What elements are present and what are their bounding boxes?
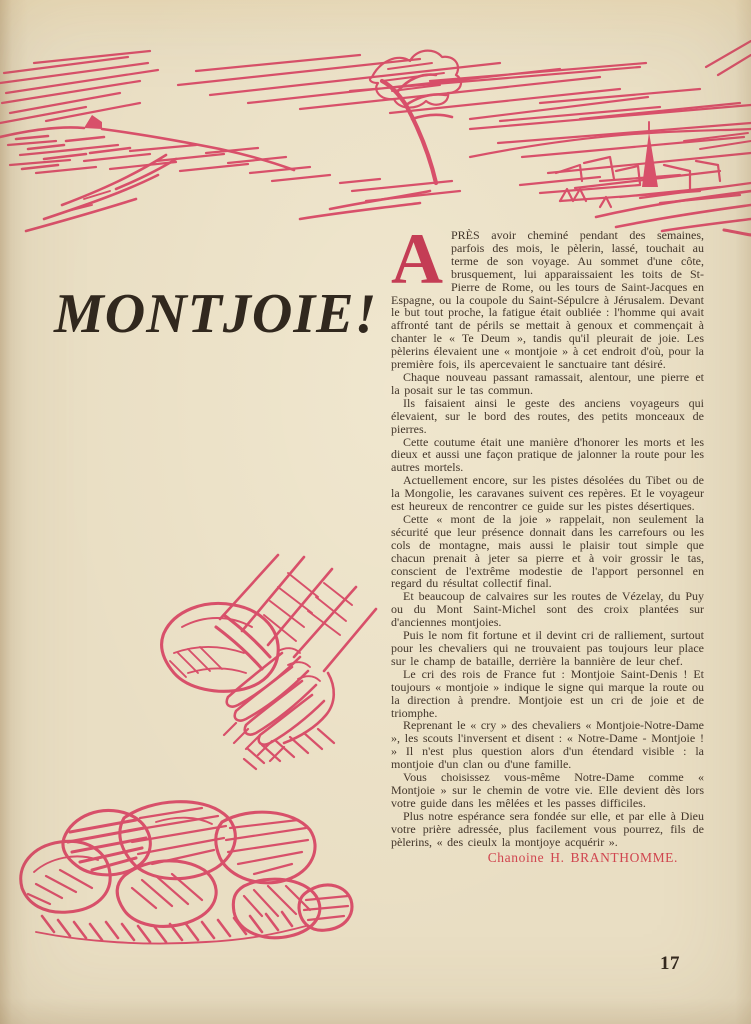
stone-pile-illustration bbox=[6, 792, 354, 960]
drop-cap: A bbox=[391, 219, 443, 299]
page-title: MONTJOIE! bbox=[54, 283, 378, 345]
paragraph: Vous choisissez vous-même Notre-Dame comme « Montjoie » sur le chemin de votre vie. Elle devient dès lors votre guide dans les mêlées et les passes difficiles. bbox=[391, 770, 704, 810]
author-signature: Chanoine H. BRANTHOMME. bbox=[487, 849, 678, 865]
article-column bbox=[391, 219, 704, 865]
paragraph bbox=[391, 219, 704, 372]
paragraph-text: PRÈS avoir cheminé pendant des semaines, parfois des mois, le pèlerin, lassé, touchait au terme de son voyage. Au sommet d'une côte, brusquement, lui apparaissaient les toits de St-Pierre de Rome, ou les tours de Saint-Jacques en Espagne, ou la coupole du Saint-Sépulcre à Jérusalem. Devant le but tout proche, la fatigue était oubliée : l'homme qui avait affronté tant de périls se mettait à genoux et commençait à chanter le « Te Deum », tandis qu'il pleurait de joie. Les pèlerins élevaient une « montjoie » à cet endroit d'où, pour la première fois, ils apercevaient le sanctuaire tant désiré. bbox=[391, 228, 704, 372]
page-number: 17 bbox=[660, 953, 680, 974]
stones-icon bbox=[21, 802, 352, 938]
hills-icon bbox=[0, 115, 330, 181]
hand-placing-stone-illustration bbox=[128, 553, 386, 805]
paragraph: Le cri des rois de France fut : Montjoie Saint-Denis ! Et toujours « montjoie » indique le signe qui marque la route ou la direction à prendre. Montjoie est un cri de joie et de triomphe. bbox=[391, 666, 704, 720]
paragraph: Cette coutume était une manière d'honorer les morts et les dieux et aussi une façon pratique de jalonner la route pour les autres mortels. bbox=[391, 434, 704, 475]
landscape-illustration bbox=[0, 33, 751, 239]
paragraph: Reprenant le « cry » des chevaliers « Montjoie-Notre-Dame », les scouts l'inversent et disent : « Notre-Dame - Montjoie ! » Il n'est plus question alors d'un étendard visible : la montjoie d'un clan ou d'une famille. bbox=[391, 718, 704, 772]
hand-icon bbox=[224, 648, 334, 769]
paragraph: Puis le nom fit fortune et il devint cri de ralliement, surtout pour les chevaliers qui ne trouvaient pas toujours leur place sur le champ de bataille, derrière la bannière de leur chef. bbox=[391, 628, 704, 668]
paragraph: Actuellement encore, sur les pistes désolées du Tibet ou de la Mongolie, les caravanes suivent ces repères. Et le voyageur est heureux de rencontrer ce guide sur les pistes désertiques. bbox=[391, 473, 704, 514]
paragraph: Et beaucoup de calvaires sur les routes de Vézelay, du Puy ou du Mont Saint-Michel sont des croix plantées sur d'anciennes montjoies. bbox=[391, 589, 704, 630]
pile-shadow-icon bbox=[36, 912, 306, 944]
paragraph: Cette « mont de la joie » rappelait, non seulement la sécurité que leur présence donnait dans les carrefours ou les cols de montagne, mais aussi le plaisir tout simple que chacun prenait à jeter sa pierre et à voir grossir le tas, conscient de l'extrême modestie de l'apport personnel en regard du résultat collectif final. bbox=[391, 511, 704, 591]
paragraph: Plus notre espérance sera fondée sur elle, et par elle à Dieu votre prière adressée, plus facilement vous pourrez, fils de pèlerins, « des cieulx la montjoye acquérir ». bbox=[391, 808, 704, 849]
paragraph: Ils faisaient ainsi le geste des anciens voyageurs qui élevaient, sur le bord des routes, des petits monceaux de pierres. bbox=[391, 395, 704, 436]
sleeve-icon bbox=[216, 555, 376, 671]
paragraph: Chaque nouveau passant ramassait, alentour, une pierre et la posait sur le tas commun. bbox=[391, 369, 704, 397]
